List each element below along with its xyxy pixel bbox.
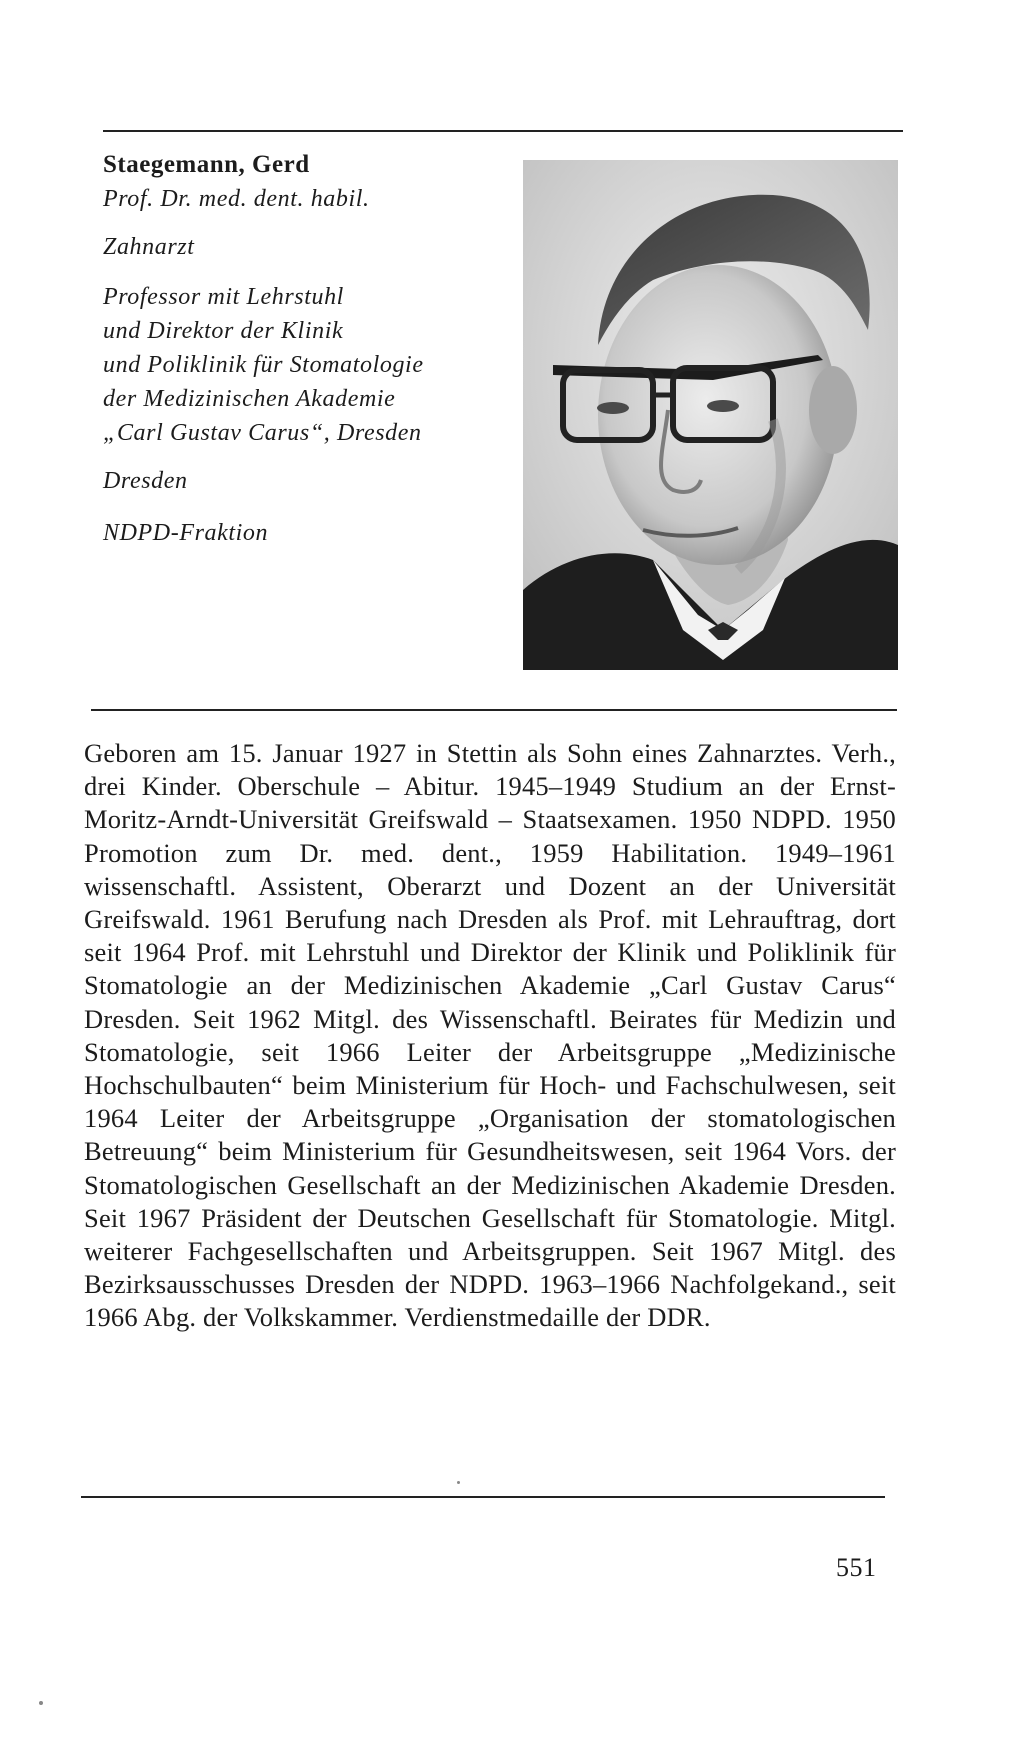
position-line: Professor mit Lehrstuhl	[103, 284, 344, 310]
page-number: 551	[836, 1553, 877, 1582]
portrait-photo	[523, 160, 898, 670]
position-description	[103, 280, 523, 450]
position-line: der Medizinischen Akademie	[103, 386, 396, 412]
entry-header	[103, 150, 523, 550]
profession: Zahnarzt	[103, 234, 195, 260]
bottom-divider	[81, 1496, 885, 1498]
print-speck	[39, 1701, 43, 1705]
portrait-illustration	[523, 160, 898, 670]
academic-title: Prof. Dr. med. dent. habil.	[103, 186, 370, 212]
position-line: und Direktor der Klinik	[103, 318, 344, 344]
middle-divider	[91, 709, 897, 711]
position-line: „Carl Gustav Carus“, Dresden	[103, 420, 422, 446]
constituency: Dresden	[103, 468, 188, 494]
print-mark	[457, 1481, 460, 1484]
top-divider	[103, 130, 903, 132]
faction: NDPD-Fraktion	[103, 520, 269, 546]
position-line: und Poliklinik für Stomatologie	[103, 352, 424, 378]
person-name: Staegemann, Gerd	[103, 151, 310, 178]
biography-text: Geboren am 15. Januar 1927 in Stettin als Sohn eines Zahnarztes. Verh., drei Kinder. Oberschule – Abitur. 1945–1949 Studium an der Ernst-Moritz-Arndt-Universität Greifswald – Staatsexamen. 1950 NDPD. 1950 Promotion zum Dr. med. dent., 1959 Habilitation. 1949–1961 wissenschaftl. Assistent, Oberarzt und Dozent an der Universität Greifswald. 1961 Berufung nach Dresden als Prof. mit Lehrauftrag, dort seit 1964 Prof. mit Lehrstuhl und Direktor der Klinik und Poliklinik für Stomatologie an der Medizinischen Akademie „Carl Gustav Carus“ Dresden. Seit 1962 Mitgl. des Wissenschaftl. Beirates für Medizin und Stomatologie, seit 1966 Leiter der Arbeitsgruppe „Medizinische Hochschulbauten“ beim Ministerium für Hoch- und Fachschulwesen, seit 1964 Leiter der Arbeitsgruppe „Organisation der stomatologischen Betreuung“ beim Ministerium für Gesundheitswesen, seit 1964 Vors. der Stomatologischen Gesellschaft an der Medizinischen Akademie Dresden. Seit 1967 Präsident der Deutschen Gesellschaft für Stomatologie. Mitgl. weiterer Fachgesellschaften und Arbeitsgruppen. Seit 1967 Mitgl. des Bezirksausschusses Dresden der NDPD. 1963–1966 Nachfolgekand., seit 1966 Abg. der Volkskammer. Verdienstmedaille der DDR.	[84, 738, 896, 1333]
